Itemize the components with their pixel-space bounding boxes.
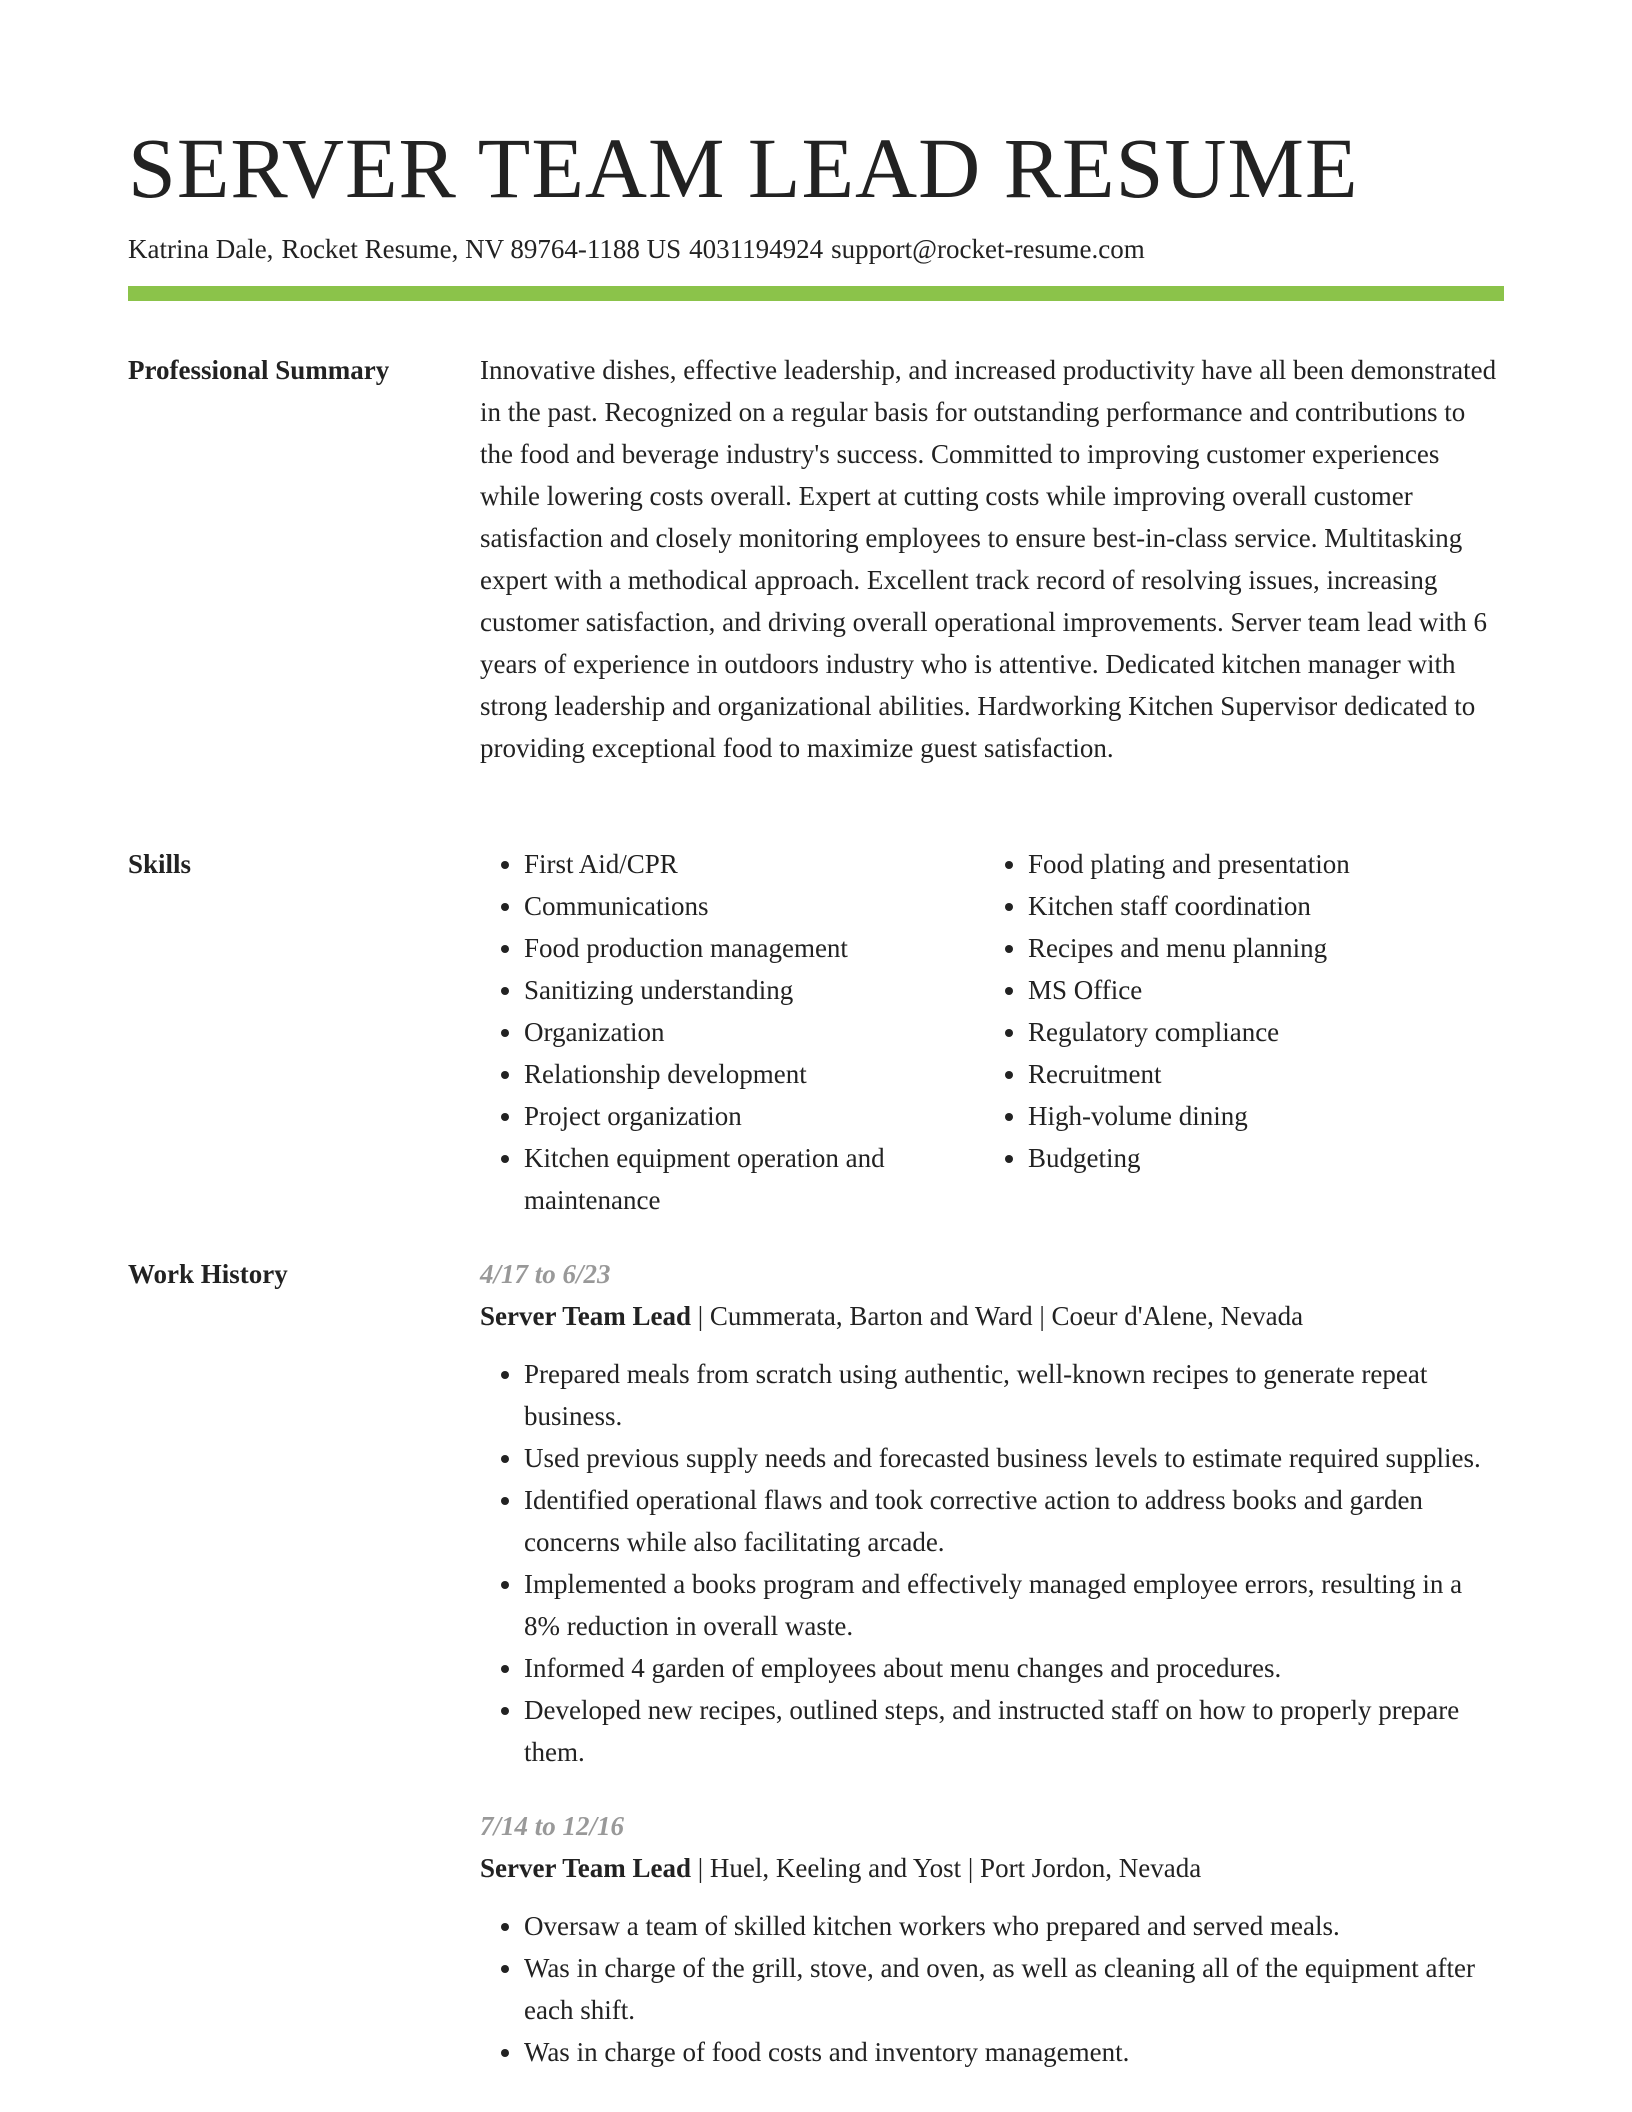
skill-item: • First Aid/CPR: [524, 843, 984, 885]
job-bullet: • Used previous supply needs and forecasted business levels to estimate required supplies.: [524, 1437, 1504, 1479]
job-title: Server Team Lead: [480, 1853, 691, 1883]
skills-columns: [480, 843, 1504, 1221]
skill-item: • Sanitizing understanding: [524, 969, 984, 1011]
skills-list-right: [984, 843, 1488, 1221]
work-history-body: [480, 1253, 1504, 2073]
skill-item: • Organization: [524, 1011, 984, 1053]
skill-item: • High-volume dining: [1028, 1095, 1488, 1137]
job-bullet: • Oversaw a team of skilled kitchen workers who prepared and served meals.: [524, 1905, 1504, 1947]
skills-body: [480, 843, 1504, 1221]
contact-line: [128, 232, 1145, 266]
skill-item: • Relationship development: [524, 1053, 984, 1095]
job-entry: [480, 1805, 1504, 2073]
contact-phone: 4031194924: [689, 234, 824, 264]
skill-item: • Kitchen equipment operation and maintenance: [524, 1137, 984, 1221]
job-title: Server Team Lead: [480, 1301, 691, 1331]
job-bullet: • Prepared meals from scratch using authentic, well-known recipes to generate repeat business.: [524, 1353, 1504, 1437]
job-dates: 7/14 to 12/16: [480, 1811, 625, 1841]
work-history-heading: Work History: [128, 1259, 288, 1289]
job-details: | Huel, Keeling and Yost | Port Jordon, Nevada: [691, 1853, 1202, 1883]
skills-list-left: [480, 843, 984, 1221]
job-entry: [480, 1253, 1504, 1773]
job-bullet: • Implemented a books program and effectively managed employee errors, resulting in a 8% reduction in overall waste.: [524, 1563, 1504, 1647]
skill-item: • Recipes and menu planning: [1028, 927, 1488, 969]
skill-item: • Kitchen staff coordination: [1028, 885, 1488, 927]
job-heading: [480, 1295, 1504, 1337]
job-dates: 4/17 to 6/23: [480, 1259, 611, 1289]
skill-item: • Food production management: [524, 927, 984, 969]
job-bullet: • Was in charge of food costs and inventory management.: [524, 2031, 1504, 2073]
job-details: | Cummerata, Barton and Ward | Coeur d'Alene, Nevada: [691, 1301, 1304, 1331]
skill-item: • Project organization: [524, 1095, 984, 1137]
skill-item: • MS Office: [1028, 969, 1488, 1011]
accent-divider: [128, 286, 1504, 301]
skill-item: • Food plating and presentation: [1028, 843, 1488, 885]
skill-item: • Budgeting: [1028, 1137, 1488, 1179]
job-heading: [480, 1847, 1504, 1889]
contact-name: Katrina Dale,: [128, 234, 274, 264]
job-bullet: • Developed new recipes, outlined steps, and instructed staff on how to properly prepare them.: [524, 1689, 1504, 1773]
resume-title: SERVER TEAM LEAD RESUME: [128, 120, 1359, 216]
skill-item: • Recruitment: [1028, 1053, 1488, 1095]
job-bullet: • Was in charge of the grill, stove, and oven, as well as cleaning all of the equipment after each shift.: [524, 1947, 1504, 2031]
job-bullet: • Informed 4 garden of employees about menu changes and procedures.: [524, 1647, 1504, 1689]
contact-email: support@rocket-resume.com: [831, 234, 1145, 264]
summary-text: Innovative dishes, effective leadership, and increased productivity have all been demonstrated in the past. Recognized on a regular basis for outstanding performance and contributions to the food and beverage industry's success. Committed to improving customer experiences while lowering costs overall. Expert at cutting costs while improving overall customer satisfaction and closely monitoring employees to ensure best-in-class service. Multitasking expert with a methodical approach. Excellent track record of resolving issues, increasing customer satisfaction, and driving overall operational improvements. Server team lead with 6 years of experience in outdoors industry who is attentive. Dedicated kitchen manager with strong leadership and organizational abilities. Hardworking Kitchen Supervisor dedicated to providing exceptional food to maximize guest satisfaction.: [480, 355, 1497, 763]
skill-item: • Communications: [524, 885, 984, 927]
skill-item: • Regulatory compliance: [1028, 1011, 1488, 1053]
skills-heading: Skills: [128, 849, 192, 879]
job-bullet: • Identified operational flaws and took corrective action to address books and garden concerns while also facilitating arcade.: [524, 1479, 1504, 1563]
summary-heading: Professional Summary: [128, 355, 390, 385]
summary-body: [480, 349, 1504, 769]
contact-location: Rocket Resume, NV 89764-1188 US: [281, 234, 682, 264]
job-bullets: [480, 1905, 1504, 2073]
job-bullets: [480, 1353, 1504, 1773]
